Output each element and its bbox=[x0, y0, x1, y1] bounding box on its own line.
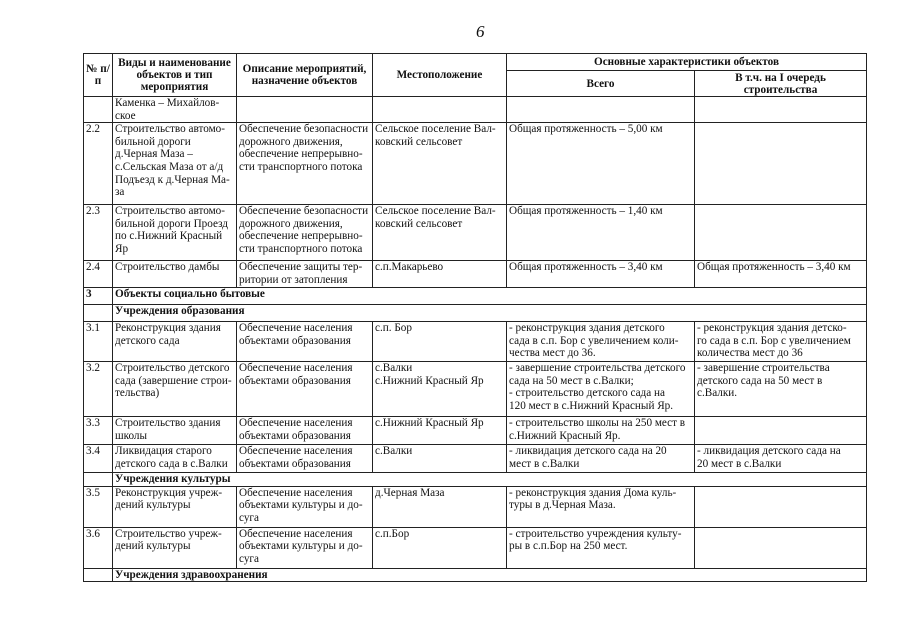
cell-name: Строительство учреж- дений культуры bbox=[113, 527, 237, 568]
cell-name: Каменка – Михайлов- ское bbox=[113, 97, 237, 123]
section-title: Объекты социально бытовые bbox=[113, 288, 867, 305]
cell-num: 3.2 bbox=[84, 362, 113, 417]
table-row bbox=[84, 97, 867, 123]
cell-location: Сельское поселение Вал- ковский сельсовет bbox=[373, 123, 507, 205]
subsection-row bbox=[84, 305, 867, 322]
cell-name: Ликвидация старого детского сада в с.Валки bbox=[113, 445, 237, 473]
cell-total: - ликвидация детского сада на 20 мест в с.Валки bbox=[507, 445, 695, 473]
header-first-stage: В т.ч. на I очередь строительства bbox=[695, 71, 867, 97]
cell-first-stage bbox=[695, 527, 867, 568]
page-number: 6 bbox=[476, 22, 485, 41]
cell-description: Обеспечение населения объектами культуры и до- суга bbox=[237, 486, 373, 527]
header-location: Местоположение bbox=[373, 54, 507, 97]
cell-num: 3.3 bbox=[84, 417, 113, 445]
subsection-title: Учреждения здравоохранения bbox=[113, 568, 867, 582]
header-description: Описание мероприятий, назначение объектов bbox=[237, 54, 373, 97]
table-row bbox=[84, 486, 867, 527]
cell-first-stage bbox=[695, 417, 867, 445]
cell-total: - реконструкция здания детского сада в с.п. Бор с увеличением коли- чества мест до 36. bbox=[507, 322, 695, 362]
subsection-title: Учреждения образования bbox=[113, 305, 867, 322]
table-row bbox=[84, 322, 867, 362]
header-row-1 bbox=[84, 54, 867, 71]
cell-num: 3.1 bbox=[84, 322, 113, 362]
header-name: Виды и наименование объектов и тип мероприятия bbox=[113, 54, 237, 97]
cell-num: 2.3 bbox=[84, 205, 113, 261]
cell-description: Обеспечение населения объектами образования bbox=[237, 417, 373, 445]
cell-name: Строительство здания школы bbox=[113, 417, 237, 445]
cell-description: Обеспечение безопасности дорожного движения, обеспечение непрерывно- сти транспортного потока bbox=[237, 123, 373, 205]
table-row bbox=[84, 261, 867, 288]
cell-first-stage: Общая протяженность – 3,40 км bbox=[695, 261, 867, 288]
subsection-title: Учреждения культуры bbox=[113, 473, 867, 487]
cell-total: - завершение строительства детского сада на 50 мест в с.Валки; - строительство детского сада на 120 мест в с.Нижний Красный Яр. bbox=[507, 362, 695, 417]
cell-name: Реконструкция учреж- дений культуры bbox=[113, 486, 237, 527]
cell-location: с.п.Бор bbox=[373, 527, 507, 568]
cell-location: с.п.Макарьево bbox=[373, 261, 507, 288]
cell-description: Обеспечение безопасности дорожного движения, обеспечение непрерывно- сти транспортного потока bbox=[237, 205, 373, 261]
cell-location: с.Валки с.Нижний Красный Яр bbox=[373, 362, 507, 417]
cell-first-stage bbox=[695, 205, 867, 261]
cell-name: Строительство детского сада (завершение строи- тельства) bbox=[113, 362, 237, 417]
cell-description: Обеспечение населения объектами образования bbox=[237, 362, 373, 417]
cell-location: с.п. Бор bbox=[373, 322, 507, 362]
table-row bbox=[84, 445, 867, 473]
cell-description: Обеспечение защиты тер- ритории от затопления bbox=[237, 261, 373, 288]
cell-total: - строительство учреждения культу- ры в с.п.Бор на 250 мест. bbox=[507, 527, 695, 568]
cell-first-stage: - ликвидация детского сада на 20 мест в с.Валки bbox=[695, 445, 867, 473]
table-row bbox=[84, 417, 867, 445]
subsection-row bbox=[84, 568, 867, 582]
subsection-row bbox=[84, 473, 867, 487]
cell-description: Обеспечение населения объектами образования bbox=[237, 322, 373, 362]
cell-name: Строительство автомо- бильной дороги Проезд по с.Нижний Красный Яр bbox=[113, 205, 237, 261]
cell-first-stage bbox=[695, 486, 867, 527]
cell-location: д.Черная Маза bbox=[373, 486, 507, 527]
cell-first-stage: - завершение строительства детского сада на 50 мест в с.Валки. bbox=[695, 362, 867, 417]
cell-name: Реконструкция здания детского сада bbox=[113, 322, 237, 362]
section-row bbox=[84, 288, 867, 305]
cell-total: Общая протяженность – 5,00 км bbox=[507, 123, 695, 205]
cell-name: Строительство автомо- бильной дороги д.Черная Маза – с.Сельская Маза от а/д Подъезд к д.Черная Ма- за bbox=[113, 123, 237, 205]
cell-total: Общая протяженность – 1,40 км bbox=[507, 205, 695, 261]
cell-num: 3.5 bbox=[84, 486, 113, 527]
cell-num: 2.4 bbox=[84, 261, 113, 288]
objects-table bbox=[83, 53, 867, 582]
cell-name: Строительство дамбы bbox=[113, 261, 237, 288]
cell-num: 2.2 bbox=[84, 123, 113, 205]
header-main-characteristics: Основные характеристики объектов bbox=[507, 54, 867, 71]
header-total: Всего bbox=[507, 71, 695, 97]
cell-total: Общая протяженность – 3,40 км bbox=[507, 261, 695, 288]
cell-description: Обеспечение населения объектами образования bbox=[237, 445, 373, 473]
header-num: № п/п bbox=[84, 54, 113, 97]
table-row bbox=[84, 205, 867, 261]
cell-location: с.Валки bbox=[373, 445, 507, 473]
cell-first-stage: - реконструкция здания детско- го сада в с.п. Бор с увеличением количества мест до 36 bbox=[695, 322, 867, 362]
table-row bbox=[84, 362, 867, 417]
section-num: 3 bbox=[84, 288, 113, 305]
table-row bbox=[84, 527, 867, 568]
cell-total: - реконструкция здания Дома куль- туры в д.Черная Маза. bbox=[507, 486, 695, 527]
cell-location: с.Нижний Красный Яр bbox=[373, 417, 507, 445]
cell-total: - строительство школы на 250 мест в с.Нижний Красный Яр. bbox=[507, 417, 695, 445]
cell-num: 3.6 bbox=[84, 527, 113, 568]
cell-description: Обеспечение населения объектами культуры и до- суга bbox=[237, 527, 373, 568]
cell-location: Сельское поселение Вал- ковский сельсовет bbox=[373, 205, 507, 261]
cell-num: 3.4 bbox=[84, 445, 113, 473]
table-row bbox=[84, 123, 867, 205]
cell-first-stage bbox=[695, 123, 867, 205]
